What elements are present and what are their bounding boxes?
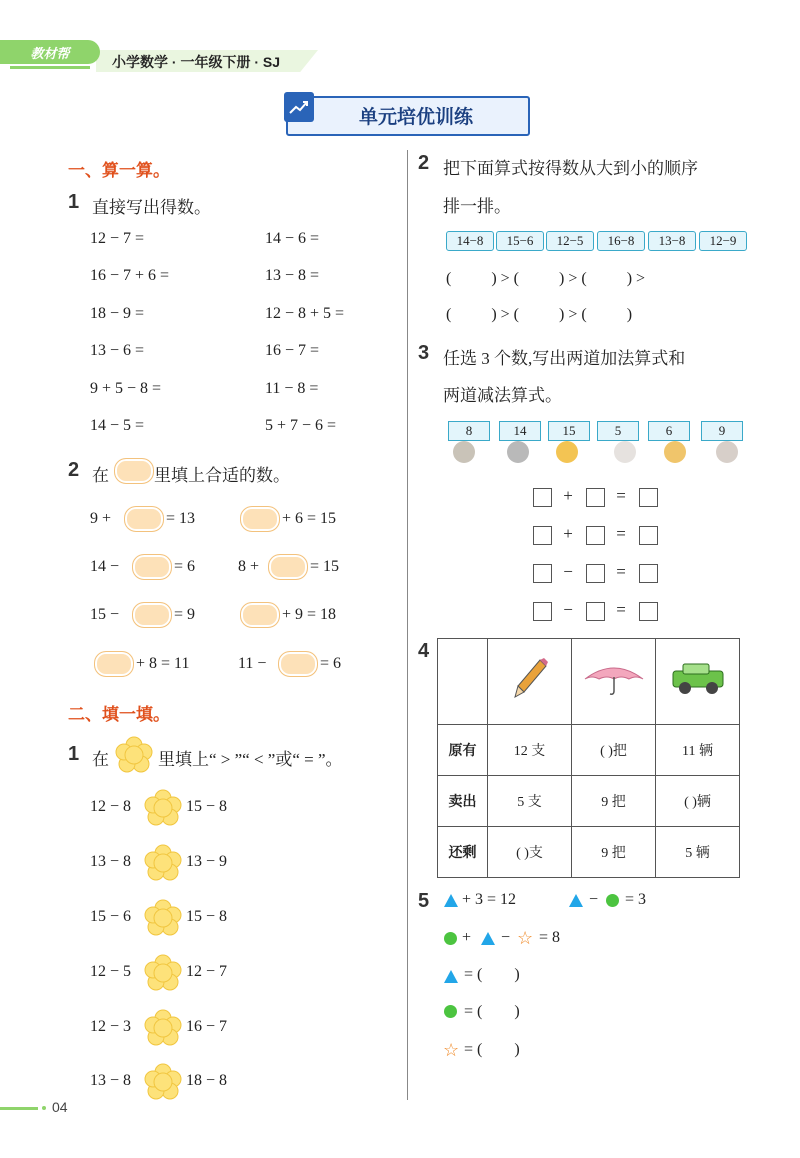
expression: 14 − (90, 558, 120, 575)
sales-table (437, 638, 740, 878)
order-line[interactable]: ( ) > ( ) > ( ) (446, 306, 633, 323)
answer-flower[interactable] (143, 1062, 183, 1102)
question-text: 直接写出得数。 (92, 198, 211, 217)
expression: 5 + 7 − 6 = (265, 417, 337, 434)
expression: + 6 = 15 (282, 510, 337, 527)
trend-icon (284, 92, 314, 122)
cat-icon (453, 441, 475, 463)
expression: 12 − 8 + 5 = (265, 305, 345, 322)
pencil-icon (510, 656, 550, 702)
expression: = 15 (310, 558, 340, 575)
answer-box[interactable] (586, 602, 605, 621)
answer-box[interactable] (586, 488, 605, 507)
umbrella-cell (572, 639, 656, 725)
expression: 13 − 9 (186, 853, 228, 870)
expression: = 6 (320, 655, 342, 672)
answer-flower[interactable] (143, 953, 183, 993)
number-sign: 9 (701, 421, 743, 441)
rabbit-icon (614, 441, 636, 463)
answer-flower[interactable] (143, 843, 183, 883)
expression-card: 13−8 (648, 231, 696, 251)
answer-box[interactable] (586, 526, 605, 545)
equals-sign: = (616, 524, 626, 543)
row-label: 卖出 (438, 776, 488, 827)
answer-box[interactable] (586, 564, 605, 583)
equals-sign: = (616, 486, 626, 505)
answer-box[interactable] (639, 602, 658, 621)
circle-icon (444, 932, 457, 950)
answer-cloud[interactable] (240, 602, 280, 628)
header-line (10, 66, 90, 69)
question-number: 1 (68, 743, 80, 765)
answer-cloud[interactable] (124, 506, 164, 532)
star-icon: ☆ (443, 1040, 460, 1060)
expression: − (501, 929, 511, 946)
question-number: 4 (418, 640, 430, 662)
operator: − (563, 600, 573, 619)
row-label: 原有 (438, 725, 488, 776)
answer-flower[interactable] (143, 898, 183, 938)
answer-cloud[interactable] (278, 651, 318, 677)
expression: 12 − 7 (186, 963, 228, 980)
question-text: 任选 3 个数,写出两道加法算式和 (443, 349, 686, 368)
expression: + (462, 929, 472, 946)
equals-sign: = (616, 562, 626, 581)
answer-box[interactable] (639, 488, 658, 507)
monkey-icon (716, 441, 738, 463)
expression: = 9 (174, 606, 196, 623)
expression: 15 − 8 (186, 908, 228, 925)
expression: + 9 = 18 (282, 606, 337, 623)
wolf-icon (507, 441, 529, 463)
expression: + 3 = 12 (462, 891, 517, 908)
cloud-box-icon (114, 458, 154, 484)
triangle-icon (569, 894, 583, 912)
triangle-icon (444, 894, 458, 912)
answer-cloud[interactable] (94, 651, 134, 677)
question-number: 2 (418, 152, 430, 174)
answer-box[interactable] (533, 602, 552, 621)
book-title: 小学数学 · 一年级下册 · SJ (112, 54, 281, 70)
expression-card: 12−5 (546, 231, 594, 251)
answer-cloud[interactable] (268, 554, 308, 580)
table-cell[interactable]: ( )支 (488, 827, 572, 878)
expression: = 8 (539, 929, 561, 946)
expression: 16 − 7 = (265, 342, 320, 359)
expression: 18 − 9 = (90, 305, 145, 322)
number-sign: 6 (648, 421, 690, 441)
question-text: 两道减法算式。 (443, 386, 562, 405)
footer-dot (42, 1106, 46, 1110)
expression: = 3 (625, 891, 647, 908)
expression: 12 − 7 = (90, 230, 145, 247)
row-label: 还剩 (438, 827, 488, 878)
expression: 9 + 5 − 8 = (90, 380, 162, 397)
page-number: 04 (52, 1099, 68, 1115)
question-text: 在 (92, 466, 109, 485)
order-line[interactable]: ( ) > ( ) > ( ) > (446, 270, 646, 287)
expression: = 6 (174, 558, 196, 575)
umbrella-icon (581, 659, 647, 699)
expression: 13 − 8 (90, 853, 132, 870)
table-cell[interactable]: ( )把 (572, 725, 656, 776)
operator: + (563, 524, 573, 543)
expression: 14 − 5 = (90, 417, 145, 434)
expression: 13 − 6 = (90, 342, 145, 359)
expression: 8 + (238, 558, 260, 575)
answer-cloud[interactable] (240, 506, 280, 532)
expression-card: 14−8 (446, 231, 494, 251)
expression: 9 + (90, 510, 112, 527)
expression: 12 − 8 (90, 798, 132, 815)
header-tag: 教材帮 (0, 40, 100, 64)
pencil-cell (488, 639, 572, 725)
section-heading-1: 一、算一算。 (68, 161, 170, 180)
answer-cloud[interactable] (132, 602, 172, 628)
expression: 15 − (90, 606, 120, 623)
expression-card: 15−6 (496, 231, 544, 251)
answer-flower[interactable] (143, 1008, 183, 1048)
expression: 13 − 8 (90, 1072, 132, 1089)
expression: 15 − 8 (186, 798, 228, 815)
table-cell: 12 支 (488, 725, 572, 776)
page-title: 单元培优训练 (358, 107, 473, 128)
expression: 15 − 6 (90, 908, 132, 925)
expression: 16 − 7 (186, 1018, 228, 1035)
expression-card: 12−9 (699, 231, 747, 251)
answer-line[interactable]: = ( ) (464, 966, 520, 983)
number-sign: 15 (548, 421, 590, 441)
table-cell: 9 把 (572, 827, 656, 878)
expression: 11 − (238, 655, 267, 672)
table-cell: 11 辆 (656, 725, 740, 776)
expression-card: 16−8 (597, 231, 645, 251)
expression: 14 − 6 = (265, 230, 320, 247)
answer-cloud[interactable] (132, 554, 172, 580)
triangle-icon (444, 970, 458, 988)
question-number: 1 (68, 191, 80, 213)
table-corner (438, 639, 488, 725)
answer-box[interactable] (533, 564, 552, 583)
expression: − (589, 891, 599, 908)
answer-line[interactable]: = ( ) (464, 1041, 520, 1058)
question-text: 把下面算式按得数从大到小的顺序 (443, 159, 698, 178)
tiger-icon (664, 441, 686, 463)
expression: 11 − 8 = (265, 380, 319, 397)
question-text: 排一排。 (443, 197, 511, 216)
footer-line (0, 1107, 38, 1110)
operator: − (563, 562, 573, 581)
car-cell (656, 639, 740, 725)
number-sign: 5 (597, 421, 639, 441)
circle-icon (606, 894, 619, 912)
answer-box[interactable] (639, 526, 658, 545)
table-cell: 5 辆 (656, 827, 740, 878)
table-cell: 5 支 (488, 776, 572, 827)
question-text: 在 (92, 750, 109, 769)
flower-icon (114, 735, 154, 775)
expression: + 8 = 11 (136, 655, 190, 672)
number-sign: 14 (499, 421, 541, 441)
expression: 12 − 5 (90, 963, 132, 980)
car-icon (665, 659, 731, 699)
answer-box[interactable] (533, 488, 552, 507)
expression: 12 − 3 (90, 1018, 132, 1035)
table-cell: 9 把 (572, 776, 656, 827)
question-number: 3 (418, 342, 430, 364)
circle-icon (444, 1005, 457, 1023)
expression: 13 − 8 = (265, 267, 320, 284)
answer-box[interactable] (533, 526, 552, 545)
expression: 16 − 7 + 6 = (90, 267, 170, 284)
question-text: 里填上合适的数。 (154, 466, 290, 485)
section-heading-2: 二、填一填。 (68, 705, 170, 724)
expression: = 13 (166, 510, 196, 527)
answer-box[interactable] (639, 564, 658, 583)
question-number: 5 (418, 890, 430, 912)
question-text: 里填上“ > ”“ < ”或“ = ”。 (158, 750, 343, 769)
answer-flower[interactable] (143, 788, 183, 828)
question-number: 2 (68, 459, 80, 481)
operator: + (563, 486, 573, 505)
squirrel-icon (556, 441, 578, 463)
column-divider (407, 150, 408, 1100)
equals-sign: = (616, 600, 626, 619)
triangle-icon (481, 932, 495, 950)
answer-line[interactable]: = ( ) (464, 1003, 520, 1020)
expression: 18 − 8 (186, 1072, 228, 1089)
number-sign: 8 (448, 421, 490, 441)
star-icon: ☆ (517, 928, 534, 948)
table-cell[interactable]: ( )辆 (656, 776, 740, 827)
